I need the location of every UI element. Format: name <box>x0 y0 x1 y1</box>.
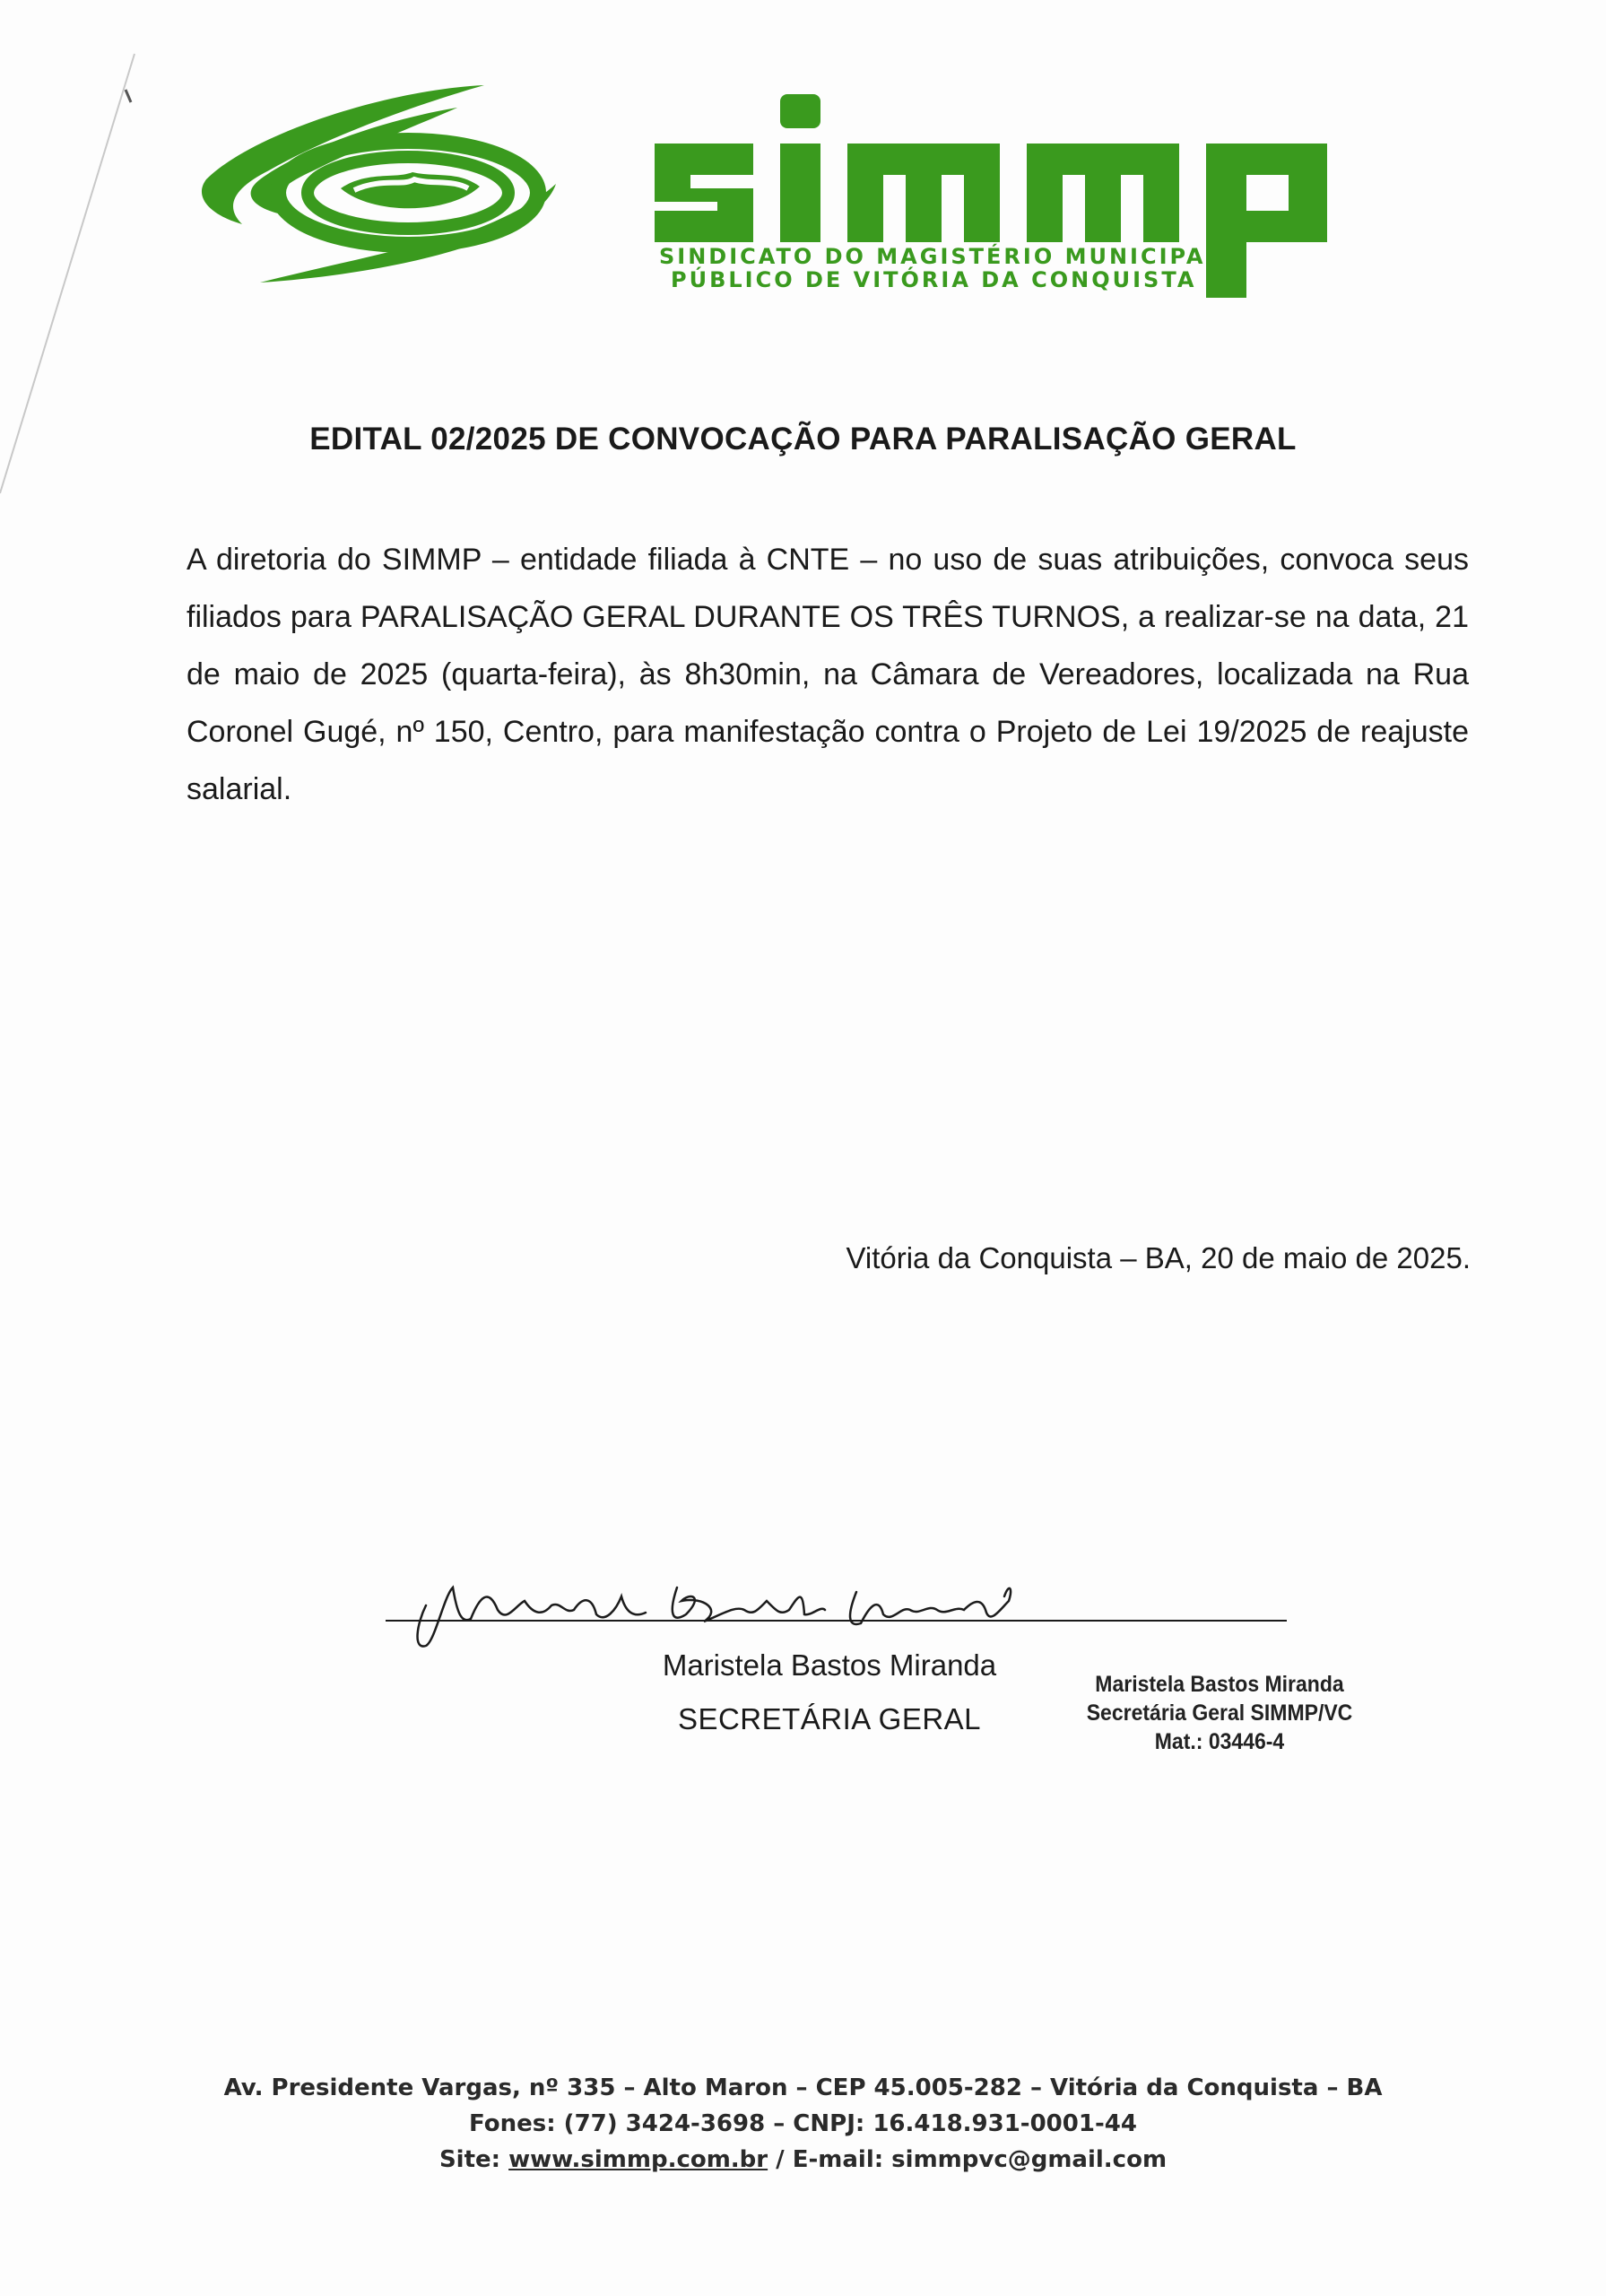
stamp-name: Maristela Bastos Miranda <box>1095 1672 1344 1697</box>
footer-site-link[interactable]: www.simmp.com.br <box>508 2146 768 2173</box>
footer-phones: Fones: (77) 3424-3698 – CNPJ: 16.418.931-0001-44 <box>469 2110 1137 2137</box>
simmp-emblem-logo <box>188 81 565 287</box>
stamp-registration: Mat.: 03446-4 <box>1154 1729 1285 1754</box>
footer-address: Av. Presidente Vargas, nº 335 – Alto Maron – CEP 45.005-282 – Vitória da Conquista – BA <box>223 2074 1383 2101</box>
stamp-role: Secretária Geral SIMMP/VC <box>1086 1700 1353 1726</box>
logo-subtitle-line2: PÚBLICO DE VITÓRIA DA CONQUISTA <box>671 267 1197 292</box>
footer-email: / E-mail: simmpvc@gmail.com <box>768 2146 1168 2173</box>
signature-line <box>386 1620 1287 1622</box>
place-date: Vitória da Conquista – BA, 20 de maio de 2025. <box>846 1241 1471 1274</box>
footer-site-label: Site: <box>438 2146 509 2173</box>
logo-subtitle-line1: SINDICATO DO MAGISTÉRIO MUNICIPAL <box>659 244 1222 269</box>
document-title: EDITAL 02/2025 DE CONVOCAÇÃO PARA PARALISAÇÃO GERAL <box>309 422 1297 457</box>
footer-contact <box>0 2142 1606 2178</box>
signature-stamp <box>1071 1670 1367 1756</box>
signer-name: Maristela Bastos Miranda <box>662 1648 997 1682</box>
document-footer <box>0 2070 1606 2178</box>
signer-role: SECRETÁRIA GERAL <box>677 1702 982 1735</box>
document-body: A diretoria do SIMMP – entidade filiada à CNTE – no uso de suas atribuições, convoca seus filiados para PARALISAÇÃO GERAL DURANTE OS TRÊS TURNOS, a realizar-se na data, 21 de maio de 2025 (quarta-feira), às 8h30min, na Câmara de Vereadores, localizada na Rua Coronel Gugé, nº 150, Centro, para manifestação contra o Projeto de Lei 19/2025 de reajuste salarial. <box>187 543 1469 806</box>
